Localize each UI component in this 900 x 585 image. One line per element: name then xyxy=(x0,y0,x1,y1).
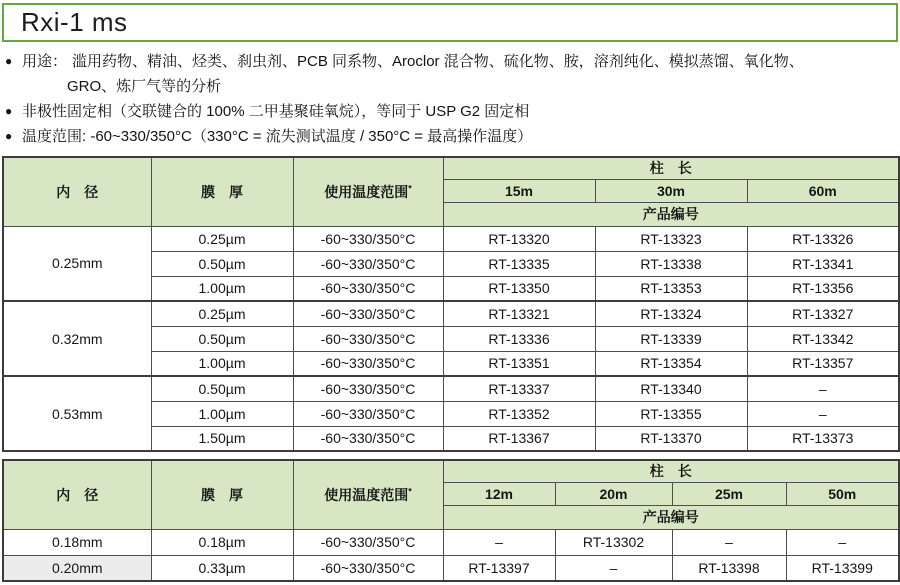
cell-film-thickness: 0.25µm xyxy=(151,301,293,326)
header-row-length xyxy=(3,460,899,482)
cell-film-thickness: 1.00µm xyxy=(151,351,293,376)
header-product-number: 产品编号 xyxy=(443,202,899,226)
cell-catalog-number: RT-13373 xyxy=(747,426,899,451)
cell-temp-range: -60~330/350°C xyxy=(293,376,443,401)
cell-inner-diameter: 0.32mm xyxy=(3,301,151,376)
cell-temp-range: -60~330/350°C xyxy=(293,301,443,326)
header-column-length: 柱 长 xyxy=(443,157,899,179)
bullet-icon: ● xyxy=(5,104,13,118)
table-row xyxy=(3,555,899,581)
cell-catalog-number: RT-13302 xyxy=(555,529,672,555)
column-spec-table-main xyxy=(2,156,900,452)
cell-catalog-number: – xyxy=(672,529,786,555)
cell-temp-range: -60~330/350°C xyxy=(293,251,443,276)
footnote-asterisk: * xyxy=(408,486,412,497)
cell-catalog-number: RT-13324 xyxy=(595,301,747,326)
header-inner-diameter: 内 径 xyxy=(3,460,151,529)
cell-catalog-number: RT-13323 xyxy=(595,226,747,251)
header-product-number: 产品编号 xyxy=(443,505,899,529)
cell-catalog-number: RT-13341 xyxy=(747,251,899,276)
footnote-asterisk: * xyxy=(408,183,412,194)
cell-film-thickness: 0.33µm xyxy=(151,555,293,581)
cell-catalog-number: RT-13352 xyxy=(443,401,595,426)
header-length-25m: 25m xyxy=(672,482,786,505)
bullet-usage-line1-text: 滥用药物、精油、烃类、刹虫剂、PCB 同系物、Aroclor 混合物、硫化物、胺，溶剂纯化、模拟蒸馏、氧化物、 xyxy=(72,53,804,70)
cell-catalog-number: RT-13339 xyxy=(595,326,747,351)
cell-catalog-number: RT-13397 xyxy=(443,555,555,581)
cell-film-thickness: 1.50µm xyxy=(151,426,293,451)
cell-inner-diameter: 0.20mm xyxy=(3,555,151,581)
header-temp-range-label: 使用温度范围 xyxy=(324,183,409,200)
header-temp-range xyxy=(293,157,443,226)
bullet-temperature-range xyxy=(5,124,898,149)
cell-temp-range: -60~330/350°C xyxy=(293,555,443,581)
cell-inner-diameter: 0.25mm xyxy=(3,226,151,301)
title-box xyxy=(2,3,898,42)
cell-temp-range: -60~330/350°C xyxy=(293,276,443,301)
cell-catalog-number: RT-13367 xyxy=(443,426,595,451)
cell-film-thickness: 0.50µm xyxy=(151,326,293,351)
header-film-thickness: 膜 厚 xyxy=(151,460,293,529)
table-row xyxy=(3,226,899,251)
cell-catalog-number: RT-13370 xyxy=(595,426,747,451)
bullet-usage-label: 用途： xyxy=(22,53,68,70)
table-row xyxy=(3,376,899,401)
header-inner-diameter: 内 径 xyxy=(3,157,151,226)
cell-catalog-number: RT-13326 xyxy=(747,226,899,251)
cell-film-thickness: 0.50µm xyxy=(151,376,293,401)
cell-film-thickness: 1.00µm xyxy=(151,276,293,301)
cell-temp-range: -60~330/350°C xyxy=(293,351,443,376)
cell-catalog-number: RT-13340 xyxy=(595,376,747,401)
cell-film-thickness: 0.18µm xyxy=(151,529,293,555)
table-row xyxy=(3,529,899,555)
cell-film-thickness: 1.00µm xyxy=(151,401,293,426)
cell-catalog-number: RT-13342 xyxy=(747,326,899,351)
cell-inner-diameter: 0.18mm xyxy=(3,529,151,555)
bullet-usage-text xyxy=(22,49,804,99)
cell-catalog-number: RT-13327 xyxy=(747,301,899,326)
cell-catalog-number: RT-13337 xyxy=(443,376,595,401)
header-length-60m: 60m xyxy=(747,179,899,202)
cell-catalog-number: – xyxy=(786,529,899,555)
header-length-15m: 15m xyxy=(443,179,595,202)
bullet-usage-line1 xyxy=(22,49,804,74)
cell-catalog-number: – xyxy=(747,401,899,426)
bullet-usage-line2: GRO、炼厂气等的分析 xyxy=(67,78,222,95)
bullet-temperature-range-text: 温度范围: -60~330/350°C（330°C = 流失测试温度 / 350°C = 最高操作温度） xyxy=(22,128,533,145)
column-spec-table-secondary xyxy=(2,459,900,582)
cell-temp-range: -60~330/350°C xyxy=(293,426,443,451)
cell-catalog-number: RT-13353 xyxy=(595,276,747,301)
header-length-50m: 50m xyxy=(786,482,899,505)
cell-catalog-number: RT-13321 xyxy=(443,301,595,326)
cell-film-thickness: 0.50µm xyxy=(151,251,293,276)
header-temp-range xyxy=(293,460,443,529)
header-length-12m: 12m xyxy=(443,482,555,505)
cell-catalog-number: RT-13351 xyxy=(443,351,595,376)
cell-catalog-number: – xyxy=(443,529,555,555)
cell-inner-diameter: 0.53mm xyxy=(3,376,151,451)
cell-catalog-number: – xyxy=(555,555,672,581)
cell-catalog-number: – xyxy=(747,376,899,401)
bullet-icon: ● xyxy=(5,54,13,68)
bullet-stationary-phase xyxy=(5,99,898,124)
cell-catalog-number: RT-13398 xyxy=(672,555,786,581)
cell-catalog-number: RT-13350 xyxy=(443,276,595,301)
cell-catalog-number: RT-13356 xyxy=(747,276,899,301)
cell-catalog-number: RT-13336 xyxy=(443,326,595,351)
cell-film-thickness: 0.25µm xyxy=(151,226,293,251)
cell-catalog-number: RT-13338 xyxy=(595,251,747,276)
cell-catalog-number: RT-13399 xyxy=(786,555,899,581)
cell-temp-range: -60~330/350°C xyxy=(293,226,443,251)
cell-catalog-number: RT-13354 xyxy=(595,351,747,376)
cell-temp-range: -60~330/350°C xyxy=(293,529,443,555)
header-temp-range-label: 使用温度范围 xyxy=(324,486,409,503)
cell-catalog-number: RT-13357 xyxy=(747,351,899,376)
cell-temp-range: -60~330/350°C xyxy=(293,326,443,351)
page-title: Rxi-1 ms xyxy=(21,7,128,37)
header-length-30m: 30m xyxy=(595,179,747,202)
header-row-length xyxy=(3,157,899,179)
bullet-stationary-phase-text: 非极性固定相（交联键合的 100% 二甲基聚硅氧烷），等同于 USP G2 固定相 xyxy=(22,103,530,120)
bullet-list xyxy=(5,49,898,149)
cell-catalog-number: RT-13335 xyxy=(443,251,595,276)
bullet-usage xyxy=(5,49,898,99)
cell-catalog-number: RT-13355 xyxy=(595,401,747,426)
header-column-length: 柱 长 xyxy=(443,460,899,482)
header-film-thickness: 膜 厚 xyxy=(151,157,293,226)
cell-catalog-number: RT-13320 xyxy=(443,226,595,251)
header-length-20m: 20m xyxy=(555,482,672,505)
cell-temp-range: -60~330/350°C xyxy=(293,401,443,426)
table-row xyxy=(3,301,899,326)
bullet-icon: ● xyxy=(5,129,13,143)
